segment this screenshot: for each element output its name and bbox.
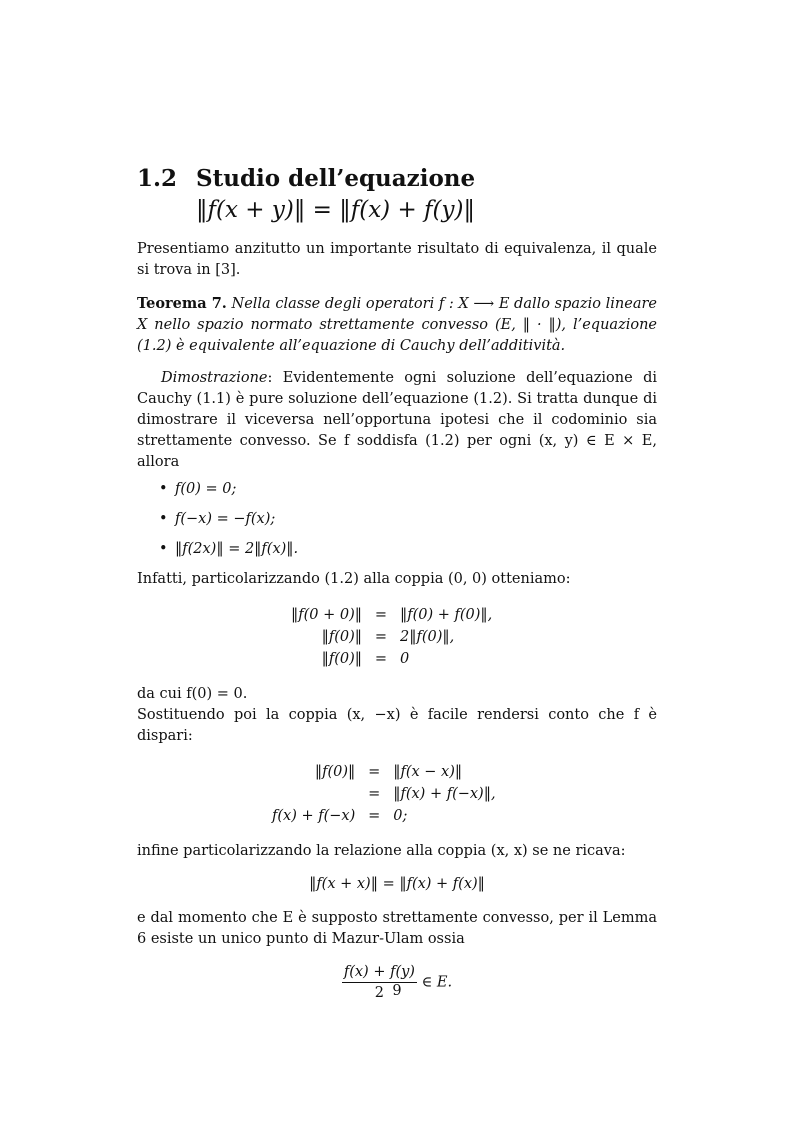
page-body bbox=[137, 165, 657, 1003]
fraction-numerator: f(x) + f(y) bbox=[342, 962, 417, 983]
sostituendo-line: Sostituendo poi la coppia (x, −x) è facile rendersi conto che f è dispari: bbox=[137, 707, 657, 744]
final-equation-tail: ∈ E. bbox=[421, 974, 453, 991]
equation-row bbox=[268, 761, 500, 783]
list-item: • f(−x) = −f(x); bbox=[137, 509, 657, 530]
equation-op: = bbox=[374, 607, 388, 623]
section-formula: ‖f(x + y)‖ = ‖f(x) + f(y)‖ bbox=[196, 197, 475, 223]
centered-equation: ‖f(x + x)‖ = ‖f(x) + f(x)‖ bbox=[309, 876, 485, 892]
equation-lhs: ‖f(0)‖ bbox=[321, 651, 362, 667]
section-heading bbox=[137, 165, 657, 231]
section-number: 1.2 bbox=[137, 165, 178, 192]
equation-rhs: 0; bbox=[393, 808, 408, 824]
equation-row bbox=[268, 805, 500, 827]
theorem-text: Nella classe degli operatori f : X ⟶ E dallo spazio lineare X nello spazio normato strettamente convesso (E, ‖ · ‖), l’equazione (1.2) è equivalente all’equazione di Cauchy dell’additività. bbox=[137, 296, 658, 354]
equation-op: = bbox=[368, 764, 381, 780]
infine-line: infine particolarizzando la relazione alla coppia (x, x) se ne ricava: bbox=[137, 843, 626, 859]
equation-block-2 bbox=[268, 761, 500, 827]
intro-paragraph: Presentiamo anzitutto un importante risultato di equivalenza, il quale si trova in [3]. bbox=[137, 241, 657, 278]
equation-rhs: 2‖f(0)‖, bbox=[400, 629, 455, 645]
equation-lhs: ‖f(0)‖ bbox=[314, 764, 356, 780]
equation-row bbox=[268, 783, 500, 805]
proof-text: : Evidentemente ogni soluzione dell’equazione di Cauchy (1.1) è pure soluzione dell’equazione (1.2). Si tratta dunque di dimostrare il viceversa nell’opportuna ipotesi che il codominio sia strettamente convesso. Se f soddisfa (1.2) per ogni (x, y) ∈ E × E, allora bbox=[137, 370, 657, 470]
equation-rhs: ‖f(x) + f(−x)‖, bbox=[393, 786, 496, 802]
equation-rhs: ‖f(x − x)‖ bbox=[393, 764, 463, 780]
list-item: • f(0) = 0; bbox=[137, 479, 657, 500]
da-cui-line: da cui f(0) = 0. bbox=[137, 686, 248, 702]
equation-rhs: 0 bbox=[400, 651, 410, 667]
equation-row bbox=[287, 604, 496, 626]
proof-paragraph bbox=[137, 368, 657, 473]
fraction-denominator: 2 bbox=[374, 985, 385, 1001]
dal-momento-paragraph: e dal momento che E è supposto strettamente convesso, per il Lemma 6 esiste un unico punto di Mazur-Ulam ossia bbox=[137, 910, 657, 947]
equation-op: = bbox=[368, 786, 381, 802]
property-list bbox=[137, 479, 657, 560]
proof-label: Dimostrazione bbox=[161, 370, 268, 386]
equation-lhs: ‖f(0 + 0)‖ bbox=[291, 607, 362, 623]
equation-lhs bbox=[268, 783, 359, 805]
equation-lhs: f(x) + f(−x) bbox=[272, 808, 356, 824]
section-title: Studio dell’equazione bbox=[196, 165, 476, 192]
equation-block-1 bbox=[287, 604, 496, 670]
theorem-label: Teorema 7. bbox=[137, 295, 227, 312]
list-item: • ‖f(2x)‖ = 2‖f(x)‖. bbox=[137, 539, 657, 560]
equation-op: = bbox=[368, 808, 381, 824]
page-number: 9 bbox=[392, 983, 402, 999]
equation-row bbox=[287, 648, 496, 670]
infatti-paragraph: Infatti, particolarizzando (1.2) alla coppia (0, 0) otteniamo: bbox=[137, 571, 571, 587]
equation-lhs: ‖f(0)‖ bbox=[321, 629, 362, 645]
equation-op: = bbox=[374, 651, 388, 667]
equation-rhs: ‖f(0) + f(0)‖, bbox=[400, 607, 493, 623]
theorem bbox=[137, 293, 657, 357]
equation-op: = bbox=[374, 629, 388, 645]
equation-row bbox=[287, 626, 496, 648]
